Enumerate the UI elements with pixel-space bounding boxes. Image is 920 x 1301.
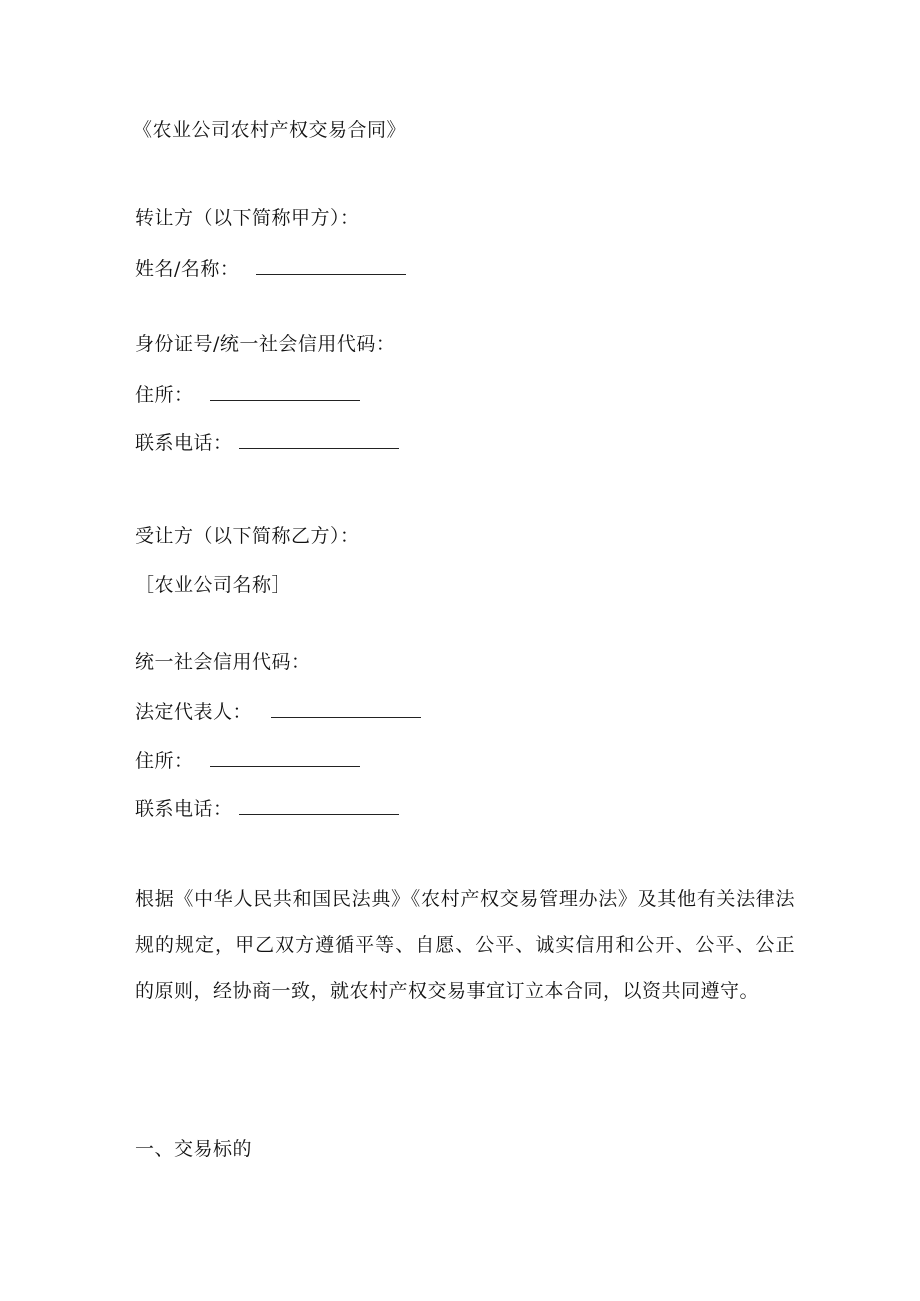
party-a-phone-label: 联系电话： [135, 432, 233, 454]
party-b-heading: 受让方（以下简称乙方）： [135, 525, 360, 547]
party-a-name-label: 姓名/名称： [135, 258, 240, 280]
preamble-paragraph: 根据《中华人民共和国民法典》《农村产权交易管理办法》及其他有关法律法规的规定，甲乙双方遵循平等、自愿、公平、诚实信用和公开、公平、公正的原则，经协商一致，就农村产权交易事宜订立本合同，以资共同遵守。 [135, 888, 795, 1002]
party-b-address-row [135, 748, 360, 773]
party-b-legal-rep-row [135, 699, 421, 724]
party-b-phone-row [135, 796, 399, 821]
party-a-name-row [135, 256, 406, 281]
party-b-phone-blank[interactable] [239, 796, 399, 815]
party-a-address-row [135, 382, 360, 407]
party-b-credit-code-label: 统一社会信用代码： [135, 651, 311, 673]
document-title: 《农业公司农村产权交易合同》 [133, 119, 407, 141]
party-a-phone-row [135, 430, 399, 455]
party-a-id-label: 身份证号/统一社会信用代码： [135, 333, 396, 355]
party-b-legal-rep-blank[interactable] [271, 699, 421, 718]
party-a-address-blank[interactable] [210, 382, 360, 401]
party-b-company-placeholder: ［农业公司名称］ [135, 574, 292, 596]
section-1-heading: 一、交易标的 [135, 1138, 253, 1160]
party-b-phone-label: 联系电话： [135, 798, 233, 820]
party-b-address-label: 住所： [135, 750, 194, 772]
party-a-phone-blank[interactable] [239, 430, 399, 449]
party-a-name-blank[interactable] [256, 256, 406, 275]
party-b-legal-rep-label: 法定代表人： [135, 701, 253, 723]
party-b-address-blank[interactable] [210, 748, 360, 767]
party-a-address-label: 住所： [135, 384, 194, 406]
party-a-heading: 转让方（以下简称甲方）： [135, 207, 360, 229]
